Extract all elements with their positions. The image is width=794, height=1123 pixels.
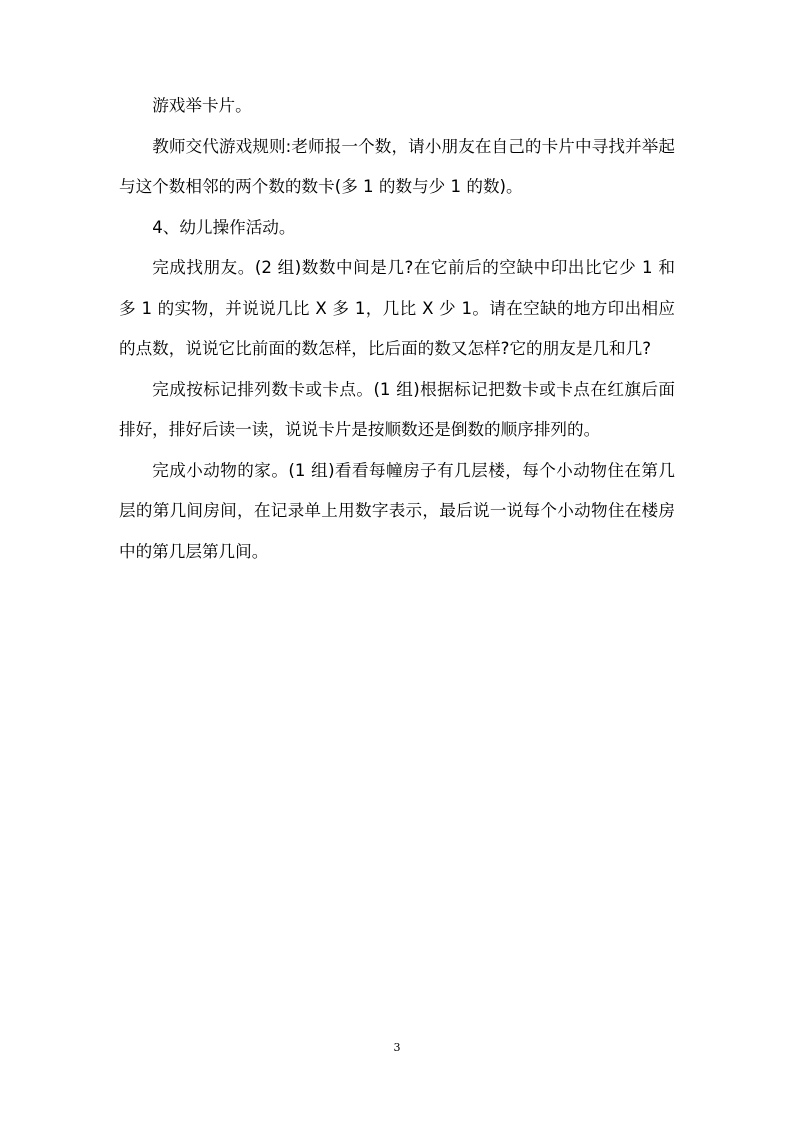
paragraph-4: 完成找朋友。(2 组)数数中间是几?在它前后的空缺中印出比它少 1 和多 1 的实物，并说说几比 X 多 1，几比 X 少 1。请在空缺的地方印出相应的点数，说说它比前面的数怎样，比后面的数又怎样?它的朋友是几和几? — [119, 258, 675, 358]
paragraph-3: 4、幼儿操作活动。 — [152, 217, 296, 237]
paragraph-1: 游戏举卡片。 — [152, 96, 252, 115]
document-body — [119, 86, 675, 572]
paragraph-5: 完成按标记排列数卡或卡点。(1 组)根据标记把数卡或卡点在红旗后面排好，排好后读一读，说说卡片是按顺数还是倒数的顺序排列的。 — [119, 379, 675, 439]
paragraph-6: 完成小动物的家。(1 组)看看每幢房子有几层楼，每个小动物住在第几层的第几间房间，在记录单上用数字表示，最后说一说每个小动物住在楼房中的第几层第几间。 — [119, 460, 675, 561]
page-number: 3 — [393, 1041, 401, 1054]
paragraph-2: 教师交代游戏规则:老师报一个数，请小朋友在自己的卡片中寻找并举起与这个数相邻的两个数的数卡(多 1 的数与少 1 的数)。 — [119, 136, 675, 196]
